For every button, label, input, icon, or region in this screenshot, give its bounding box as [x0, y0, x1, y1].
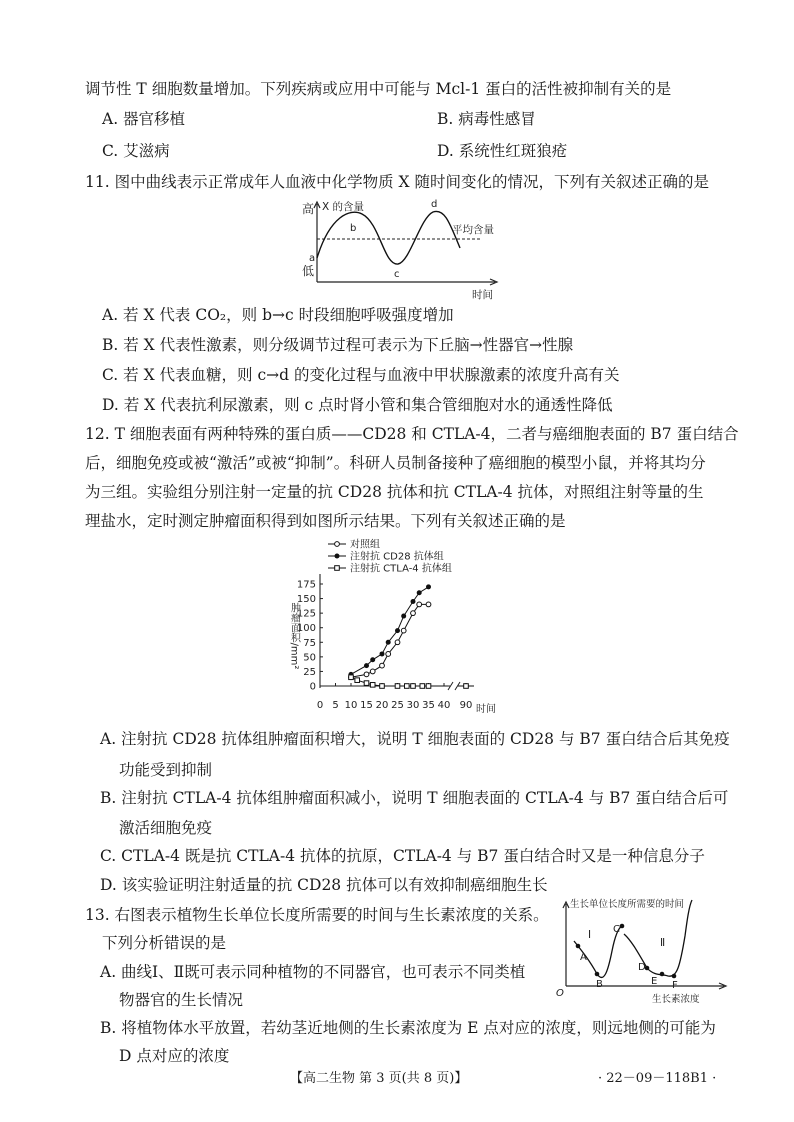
q12-option-c: C. CTLA-4 既是抗 CTLA-4 抗体的抗原，CTLA-4 与 B7 蛋白结合时又是一种信息分子 [100, 847, 705, 865]
data-point [355, 678, 360, 683]
x-tick-label: 10 [344, 700, 358, 711]
data-point [370, 669, 375, 674]
q13-point-c-dot [620, 924, 625, 929]
data-point [364, 663, 369, 668]
series-1 [349, 584, 432, 676]
q11-option-a: A. 若 X 代表 CO₂，则 b→c 时段细胞呼吸强度增加 [102, 306, 454, 324]
series-line [351, 677, 429, 686]
legend-marker [335, 566, 340, 571]
chart-axes [289, 574, 497, 715]
data-point [417, 602, 422, 607]
y-tick-label: 175 [296, 579, 316, 591]
x-tick-label: 15 [360, 700, 373, 711]
data-point [411, 599, 416, 604]
q12-tumor-chart [280, 536, 510, 724]
data-point [420, 684, 425, 689]
q13-point-a: A [580, 952, 587, 963]
y-tick-label: 125 [296, 608, 316, 620]
q13-option-b-line1: B. 将植物体水平放置，若幼茎近地侧的生长素浓度为 E 点对应的浓度，则远地侧的可能为 [100, 1019, 716, 1037]
q11-option-b: B. 若 X 代表性激素，则分级调节过程可表示为下丘脑→性器官→性腺 [102, 336, 574, 354]
data-point [395, 628, 400, 633]
y-tick-label: 50 [303, 652, 316, 664]
y-tick-label: 75 [303, 637, 316, 649]
data-point [417, 590, 422, 595]
q13-point-f: F [672, 980, 678, 991]
legend-marker [335, 542, 340, 547]
data-point [426, 602, 431, 607]
data-point [401, 628, 406, 633]
data-point [364, 672, 369, 677]
q13-point-b: B [596, 979, 603, 990]
q10-option-a: A. 器官移植 [102, 110, 186, 128]
legend-label: 注射抗 CD28 抗体组 [350, 551, 444, 563]
x-tick-label: 5 [332, 700, 339, 711]
q11-stem: 11. 图中曲线表示正常成年人血液中化学物质 X 随时间变化的情况，下列有关叙述正确的是 [85, 173, 709, 191]
x-tick-label: 25 [391, 700, 404, 711]
x-tick-label: 35 [422, 700, 435, 711]
data-point [349, 675, 354, 680]
q11-curve [317, 211, 460, 264]
legend-marker [335, 554, 340, 559]
data-point [411, 611, 416, 616]
q13-x-label: 生长素浓度 [652, 994, 700, 1005]
y-tick-label: 100 [296, 623, 316, 635]
data-point [380, 684, 385, 689]
data-point [395, 640, 400, 645]
q10-option-b: B. 病毒性感冒 [437, 110, 536, 128]
q13-point-b-dot [595, 972, 600, 977]
y-tick-label: 150 [296, 594, 316, 606]
x-tick-label: 30 [406, 700, 420, 711]
q11-option-d: D. 若 X 代表抗利尿激素，则 c 点时肾小管和集合管细胞对水的通透性降低 [102, 396, 613, 414]
x-axis-label: 时间 [476, 704, 496, 715]
q10-option-d: D. 系统性红斑狼疮 [437, 142, 568, 160]
q11-y-high: 高 [302, 202, 315, 216]
q11-y-low: 低 [302, 264, 315, 278]
data-point [464, 684, 469, 689]
q13-curve-2-label: Ⅱ [660, 937, 666, 949]
q11-option-c: C. 若 X 代表血糖，则 c→d 的变化过程与血液中甲状腺激素的浓度升高有关 [102, 366, 620, 384]
q13-curve-2 [624, 900, 692, 976]
q13-point-e-dot [660, 972, 665, 977]
x-tick-label: 40 [437, 700, 451, 711]
q13-origin: O [556, 988, 564, 999]
q13-stem-line2: 下列分析错误的是 [102, 934, 227, 952]
q13-curve-1-label: Ⅰ [588, 929, 592, 941]
q12-stem-line1: 12. T 细胞表面有两种特殊的蛋白质——CD28 和 CTLA-4，二者与癌细胞表面的 B7 蛋白结合 [85, 425, 739, 443]
x-tick-label: 90 [459, 700, 473, 711]
data-point [411, 684, 416, 689]
x-tick-label: 20 [375, 700, 389, 711]
data-point [386, 652, 391, 657]
q13-option-a-line2: 物器官的生长情况 [119, 991, 244, 1009]
q11-avg-label: 平均含量 [452, 224, 494, 236]
x-tick-label: 0 [316, 700, 324, 711]
data-point [370, 657, 375, 662]
q11-point-b: b [350, 223, 357, 234]
q13-point-e: E [651, 976, 658, 987]
q12-option-a-line1: A. 注射抗 CD28 抗体组肿瘤面积增大，说明 T 细胞表面的 CD28 与 B7 蛋白结合后其免疫 [100, 730, 730, 748]
q13-axes [563, 902, 726, 989]
legend-label: 注射抗 CTLA-4 抗体组 [350, 563, 452, 575]
q11-y-label: X 的含量 [322, 201, 365, 213]
q12-stem-line4: 理盐水，定时测定肿瘤面积得到如图所示结果。下列有关叙述正确的是 [85, 512, 566, 530]
series-line [351, 587, 429, 674]
q11-figure [300, 198, 510, 302]
q13-option-b-line2: D 点对应的浓度 [119, 1047, 230, 1065]
y-axis-label: 肿瘤面积/mm² [288, 602, 300, 670]
data-point [380, 651, 385, 656]
data-point [426, 584, 431, 589]
y-tick-label: 25 [303, 666, 316, 678]
q12-option-b-line1: B. 注射抗 CTLA-4 抗体组肿瘤面积减小，说明 T 细胞表面的 CTLA-4 与 B7 蛋白结合后可 [100, 789, 729, 807]
q11-x-label: 时间 [472, 289, 493, 301]
q10-stem-tail: 调节性 T 细胞数量增加。下列疾病或应用中可能与 Mcl-1 蛋白的活性被抑制有关的是 [85, 80, 672, 98]
legend-label: 对照组 [350, 539, 380, 551]
data-point [405, 684, 410, 689]
q13-stem-line1: 13. 右图表示植物生长单位长度所需要的时间与生长素浓度的关系。 [85, 906, 549, 924]
data-point [401, 614, 406, 619]
q13-point-a-dot [576, 944, 581, 949]
data-point [364, 681, 369, 686]
data-point [426, 684, 431, 689]
q12-option-a-line2: 功能受到抑制 [119, 761, 213, 779]
q12-option-d: D. 该实验证明注射适量的抗 CD28 抗体可以有效抑制癌细胞生长 [100, 876, 548, 894]
footer-page-info: 【高二生物 第 3 页(共 8 页)】 [290, 1071, 468, 1086]
q13-point-d: D [638, 962, 646, 973]
q12-stem-line3: 为三组。实验组分别注射一定量的抗 CD28 抗体和抗 CTLA-4 抗体，对照组注射等量的生 [85, 483, 704, 501]
q11-point-a: a [309, 253, 316, 264]
q13-option-a-line1: A. 曲线Ⅰ、Ⅱ既可表示同种植物的不同器官，也可表示不同类植 [100, 963, 526, 981]
q10-option-c: C. 艾滋病 [102, 142, 170, 160]
data-point [395, 684, 400, 689]
q11-point-d: d [431, 199, 438, 210]
data-point [386, 640, 391, 645]
q12-stem-line2: 后，细胞免疫或被“激活”或被“抑制”。科研人员制备接种了癌细胞的模型小鼠，并将其均分 [85, 454, 706, 472]
chart-legend [328, 538, 452, 575]
q13-point-c: C [613, 924, 620, 935]
q11-point-c: c [394, 269, 400, 280]
q13-point-f-dot [672, 974, 677, 979]
q13-y-label: 生长单位长度所需要的时间 [570, 899, 685, 910]
q12-option-b-line2: 激活细胞免疫 [119, 819, 213, 837]
y-tick-label: 0 [309, 681, 316, 693]
q13-figure [552, 896, 732, 1008]
data-point [370, 683, 375, 688]
q11-axes [314, 202, 497, 285]
footer-code: · 22－09－118B1 · [598, 1071, 717, 1086]
data-point [380, 663, 385, 668]
chart-marks [349, 584, 469, 688]
